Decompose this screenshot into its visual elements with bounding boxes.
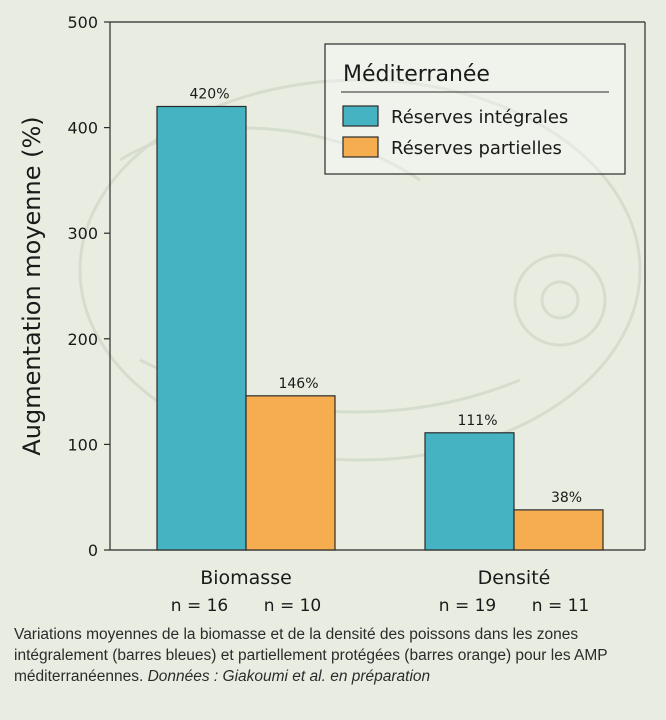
x-category-label: Densité <box>477 567 551 589</box>
y-tick-label: 300 <box>67 224 98 244</box>
y-tick-label: 100 <box>67 435 98 455</box>
y-tick-label: 400 <box>67 118 98 138</box>
legend-entry-label: Réserves intégrales <box>391 107 569 128</box>
caption-text: Variations moyennes de la biomasse et de la densité des poissons dans les zones intégralement (barres bleues) et partiellement protégées (barres orange) pour les AMP méditerranéennes. <box>14 626 608 685</box>
legend-entry-label: Réserves partielles <box>391 138 562 159</box>
caption-source: Données : Giakoumi et al. en préparation <box>147 668 431 685</box>
bar-integrales-0 <box>157 106 246 550</box>
x-category-label: Biomasse <box>200 567 292 589</box>
legend-title: Méditerranée <box>343 62 490 87</box>
bar-value-label: 420% <box>189 86 230 103</box>
sample-size-label: n = 11 <box>531 596 590 616</box>
bar-value-label: 38% <box>550 489 583 506</box>
bar-value-label: 111% <box>457 412 498 429</box>
sample-size-label: n = 19 <box>438 596 497 616</box>
figure-caption <box>14 624 654 687</box>
legend-swatch <box>343 137 378 157</box>
bar-partielles-1 <box>514 510 603 550</box>
y-axis-label: Augmentation moyenne (%) <box>18 116 46 456</box>
y-tick-label: 200 <box>67 329 98 349</box>
bar-partielles-0 <box>246 396 335 550</box>
legend-swatch <box>343 106 378 126</box>
y-tick-label: 0 <box>87 541 98 560</box>
sample-size-label: n = 10 <box>263 596 322 616</box>
bar-value-label: 146% <box>278 375 319 392</box>
y-tick-label: 500 <box>67 13 98 32</box>
sample-size-label: n = 16 <box>170 596 229 616</box>
bar-integrales-1 <box>425 433 514 550</box>
